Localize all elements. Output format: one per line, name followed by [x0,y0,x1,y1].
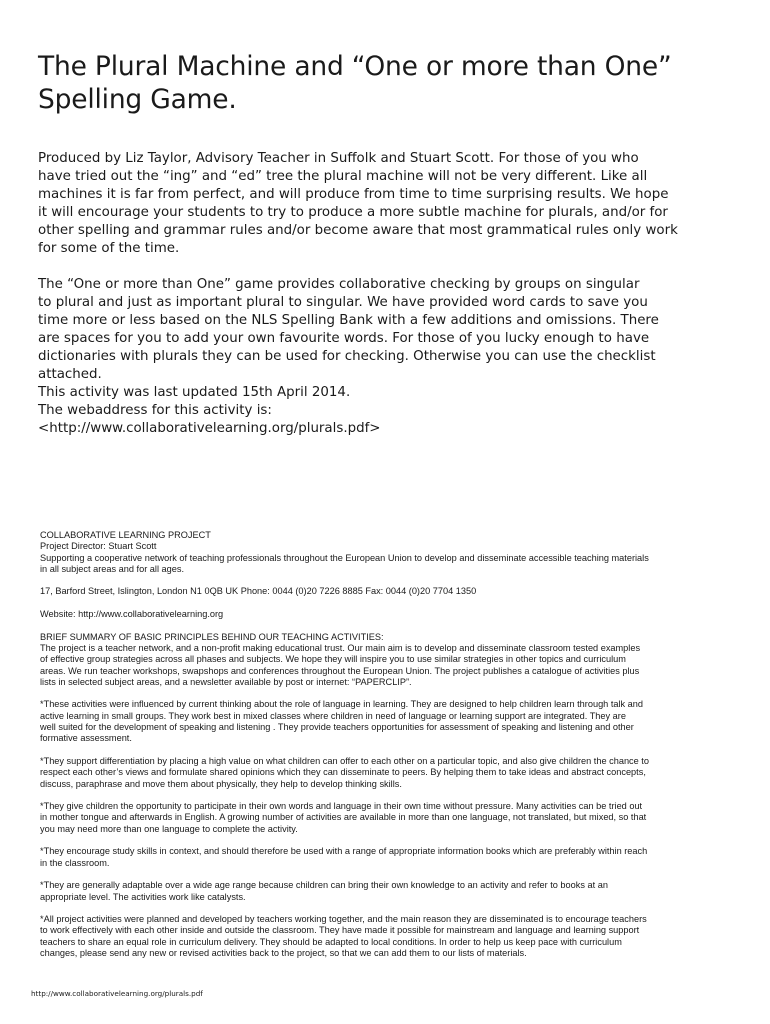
intro-line: time more or less based on the NLS Spelling Bank with a few additions and omissions. There [38,313,659,328]
last-updated: This activity was last updated 15th April 2014. [38,385,351,400]
webaddress-label: The webaddress for this activity is: [38,403,272,418]
intro-paragraph-2 [38,276,738,438]
principle-line: teachers to share an equal role in curriculum delivery. They should be adapted to local conditions. In order to help us keep pace with curriculum [40,936,622,947]
project-mission: in all subject areas and for all ages. [40,563,185,574]
project-header [40,530,740,575]
principle-line: changes, please send any new or revised activities back to the project, so that we can add them to our lists of materials. [40,947,527,958]
summary-line: of effective group strategies across all phases and subjects. We hope they will inspire you to use similar strategies in other topics and curriculum [40,654,626,665]
principle-line: respect each other’s views and formulate shared opinions which they can disseminate to peers. By helping them to take ideas and abstract concepts, [40,767,646,778]
principle-item [40,880,740,903]
page-footer-url: http://www.collaborativelearning.org/plurals.pdf [31,989,203,998]
project-name: COLLABORATIVE LEARNING PROJECT [40,530,211,540]
principle-line: active learning in small groups. They work best in mixed classes where children in need of language or learning support are integrated. They are [40,710,626,721]
principle-line: well suited for the development of speaking and listening . They provide teachers opportunities for assessment of speaking and listening and other [40,722,634,733]
principle-item [40,756,740,790]
principle-line: you may need more than one language to complete the activity. [40,823,298,834]
intro-line: The “One or more than One” game provides collaborative checking by groups on singular [38,277,640,292]
principle-line: *They encourage study skills in context, and should therefore be used with a range of appropriate information books which are preferably within reach [40,846,648,857]
principle-item [40,699,740,744]
website-line: Website: http://www.collaborativelearning.org [40,609,224,620]
project-footer [40,530,740,971]
page-title [38,50,738,116]
principle-line: *These activities were influenced by current thinking about the role of language in learning. They are designed to help children learn through talk and [40,699,644,710]
summary-line: lists in selected subject areas, and a newsletter available by post or internet: “PAPERCLIP”. [40,676,412,687]
principle-line: *All project activities were planned and developed by teachers working together, and the main reason they are disseminated is to encourage teachers [40,914,647,925]
intro-line: have tried out the “ing” and “ed” tree the plural machine will not be very different. Like all [38,169,648,184]
summary-line: BRIEF SUMMARY OF BASIC PRINCIPLES BEHIND OUR TEACHING ACTIVITIES: [40,631,384,642]
intro-line: it will encourage your students to try to produce a more subtle machine for plurals, and/or for [38,205,668,220]
intro-line: dictionaries with plurals they can be used for checking. Otherwise you can use the checklist [38,349,656,364]
intro-line: for some of the time. [38,241,180,256]
intro-text [38,150,738,438]
principle-item [40,846,740,869]
project-mission: Supporting a cooperative network of teaching professionals throughout the European Union to develop and disseminate accessible teaching materials [40,552,649,563]
intro-paragraph-1 [38,150,738,258]
principle-line: formative assessment. [40,733,132,744]
principle-line: in the classroom. [40,857,110,868]
address-line: 17, Barford Street, Islington, London N1 0QB UK Phone: 0044 (0)20 7226 8885 Fax: 0044 (0)20 7704 1350 [40,586,477,597]
principles-summary [40,632,740,688]
intro-line: to plural and just as important plural to singular. We have provided word cards to save you [38,295,648,310]
project-address [40,586,740,597]
project-website [40,609,740,620]
summary-line: The project is a teacher network, and a non-profit making educational trust. Our main aim is to develop and disseminate classroom tested examples [40,642,641,653]
activity-url: <http://www.collaborativelearning.org/plurals.pdf> [38,421,381,436]
intro-line: machines it is far from perfect, and will produce from time to time surprising results. We hope [38,187,669,202]
summary-line: areas. We run teacher workshops, swapshops and conferences throughout the European Union. The project publishes a catalogue of activities plus [40,665,640,676]
intro-line: are spaces for you to add your own favourite words. For those of you lucky enough to have [38,331,650,346]
principle-item [40,914,740,959]
intro-line: Produced by Liz Taylor, Advisory Teacher in Suffolk and Stuart Scott. For those of you who [38,151,639,166]
principle-line: to work effectively with each other inside and outside the classroom. They have made it possible for mainstream and language and learning support [40,925,640,936]
principle-line: *They give children the opportunity to participate in their own words and language in their own time without pressure. Many activities can be tried out [40,801,643,812]
intro-line: attached. [38,367,102,382]
principle-line: discuss, paraphrase and move them about physically, they help to develop thinking skills. [40,778,402,789]
project-director: Project Director: Stuart Scott [40,541,157,552]
title-line-2: Spelling Game. [38,84,237,115]
title-line-1: The Plural Machine and “One or more than One” [38,51,672,82]
principle-item [40,801,740,835]
principle-line: *They are generally adaptable over a wide age range because children can bring their own knowledge to an activity and refer to books at an [40,880,608,891]
intro-line: other spelling and grammar rules and/or become aware that most grammatical rules only work [38,223,678,238]
principle-line: *They support differentiation by placing a high value on what children can offer to each other on a particular topic, and also give children the chance to [40,755,649,766]
principle-line: appropriate level. The activities work like catalysts. [40,891,246,902]
principle-line: in mother tongue and afterwards in English. A growing number of activities are available in more than one language, not translated, but mixed, so that [40,812,647,823]
